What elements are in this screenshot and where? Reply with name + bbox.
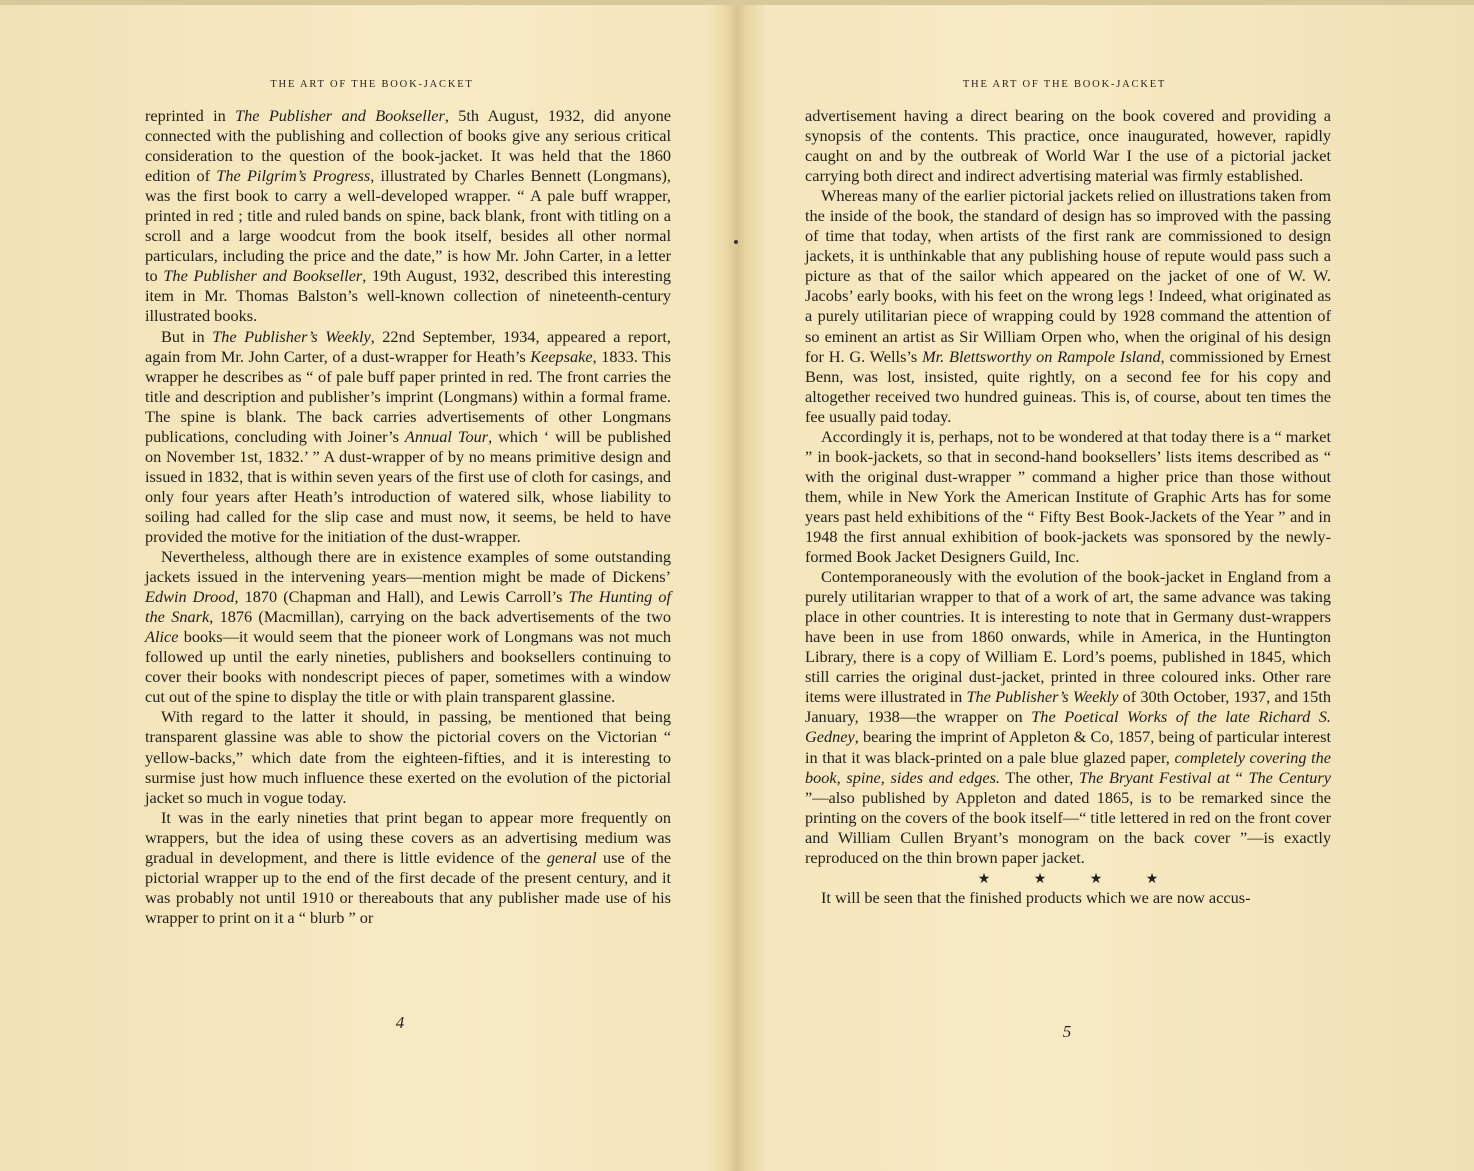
paragraph — [805, 427, 1331, 567]
paragraph — [145, 707, 671, 807]
text-run: reprinted in — [145, 106, 236, 125]
italic-title: The Poetical Works of the late Richard S. Gedney — [805, 707, 1331, 747]
star-ornament: ★ — [1089, 871, 1103, 887]
text-run: Whereas many of the earlier pictorial jackets relied on illustrations taken from the inside of the book, the standard of design has so improved with the passing of time that today, when artists of the first rank are commissioned to design jackets, it is unthinkable that any publishing house of repute would pass such a picture as that of the sailor which appeared on the jacket of one of W. W. Jacobs’ early books, with his feet on the wrong legs ! Indeed, what originated as a purely utilitarian piece of wrapping could by 1928 command the attention of so eminent an artist as Sir William Orpen who, when the original of his design for H. G. Wells’s — [805, 186, 1331, 366]
text-run: , bearing the imprint of Appleton & Co, 1857, being of particular interest in that it was black-printed on a pale blue glazed paper, — [805, 727, 1331, 767]
paragraph — [805, 888, 1331, 908]
left-page-body — [145, 106, 671, 928]
page-number: 4 — [395, 1013, 405, 1032]
paragraph — [145, 547, 671, 707]
text-run: , illustrated by Charles Bennett (Longmans), was the first book to carry a well-developed wrapper. “ A pale buff wrapper, printed in red ; title and ruled bands on spine, back blank, front with titling on a scroll and a large woodcut from the book itself, besides all other normal particulars, including the price and the date,” is how Mr. John Carter, in a letter to — [145, 166, 671, 286]
text-run: , 19th August, 1932, described this interesting item in Mr. Thomas Balston’s well-known collection of nineteenth-century illustrated books. — [145, 266, 671, 326]
text-run: But in — [161, 326, 213, 346]
italic-title: The Pilgrim’s Progress — [216, 166, 371, 186]
star-ornament: ★ — [977, 871, 991, 887]
italic-title: The Publisher’s Weekly — [212, 326, 371, 346]
text-run: use of the pictorial wrapper up to the end of the first decade of the present century, and it was probably not until 1910 or thereabouts that any publisher made use of his wrapper to print on it a “ blurb ” or — [145, 847, 671, 927]
text-run: advertisement having a direct bearing on the book covered and providing a synopsis of the contents. This practice, once inaugurated, however, rapidly caught on and by the outbreak of World War I the use of a pictorial jacket carrying both direct and indirect advertising material was firmly established. — [805, 106, 1331, 186]
italic-title: completely covering the book, spine, sides and edges. — [805, 747, 1331, 787]
text-run: , 5th August, 1932, did anyone connected with the publishing and collection of books give any serious critical consideration to the question of the book-jacket. It was held that the 1860 edition of — [145, 106, 671, 186]
text-run: It was in the early nineties that print began to appear more frequently on wrappers, but the idea of using these covers as an advertising medium was gradual in development, and there is little evidence of the — [145, 807, 671, 867]
right-page — [737, 0, 1474, 1171]
running-head: THE ART OF THE BOOK-JACKET — [270, 79, 474, 90]
italic-title: Keepsake — [530, 346, 593, 366]
running-head: THE ART OF THE BOOK-JACKET — [962, 79, 1167, 90]
italic-title: The Publisher’s Weekly — [966, 687, 1119, 707]
text-run: The other, — [1000, 767, 1079, 787]
paragraph — [805, 186, 1331, 427]
italic-title: Alice — [145, 627, 179, 647]
paragraph — [805, 106, 1331, 186]
text-run: Accordingly it is, perhaps, not to be wondered at that today there is a “ market ” in book-jackets, so that in second-hand booksellers’ lists items described as “ with the original dust-wrapper ” command a higher price than those without them, while in New York the American Institute of Graphic Arts has for some years past held exhibitions of the “ Fifty Best Book-Jackets of the Year ” and in 1948 the first annual exhibition of book-jackets was sponsored by the newly-formed Book Jacket Designers Guild, Inc. — [805, 426, 1331, 567]
text-run: With regard to the latter it should, in passing, be mentioned that being transparent glassine was able to show the pictorial covers on the Victorian “ yellow-backs,” which date from the eighteen-fifties, and it is interesting to surmise just how much influence these exerted on the evolution of the pictorial jacket so much in vogue today. — [145, 707, 671, 807]
italic-title: The Hunting of the Snark — [145, 587, 671, 627]
page-number: 5 — [1062, 1022, 1072, 1041]
paragraph — [145, 327, 671, 548]
text-run: , 1833. This wrapper he describes as “ of pale buff paper printed in red. The front carries the title and description and publisher’s imprint (Longmans) within a formal frame. The spine is blank. The back carries advertisements of other Longmans publications, concluding with Joiner’s — [145, 346, 671, 446]
italic-title: The Publisher and Bookseller — [235, 106, 445, 125]
paragraph — [805, 567, 1331, 868]
italic-title: The Publisher and Bookseller — [163, 266, 363, 286]
paragraph — [145, 808, 671, 928]
text-run: , 1876 (Macmillan), carrying on the back advertisements of the two — [209, 607, 671, 627]
italic-title: Edwin Drood — [145, 587, 235, 607]
right-page-body — [805, 106, 1331, 908]
text-run: Nevertheless, although there are in existence examples of some outstanding jackets issued in the intervening years—mention might be made of Dickens’ — [145, 547, 671, 587]
text-run: , 1870 (Chapman and Hall), and Lewis Carroll’s — [234, 587, 569, 607]
italic-title: The Century — [1248, 767, 1331, 787]
italic-title: Annual Tour — [404, 426, 489, 446]
paragraph — [145, 106, 671, 327]
text-run: , 22nd September, 1934, appeared a report, again from Mr. John Carter, of a dust-wrapper for Heath’s — [145, 326, 671, 366]
paper-speck — [734, 240, 738, 244]
text-run: , which ‘ will be published on November 1st, 1832.’ ” A dust-wrapper of by no means primitive design and issued in 1832, that is within seven years of the first use of cloth for casings, and only four years after Heath’s introduction of watered silk, whose liability to soiling had called for the slip case and must now, it seems, be held to have provided the motive for the initiation of the dust-wrapper. — [145, 426, 671, 546]
text-run: It will be seen that the finished products which we are now accus- — [821, 887, 1251, 907]
text-run: “ — [1229, 767, 1249, 787]
text-run: of 30th October, 1937, and 15th January, 1938—the wrapper on — [805, 687, 1331, 727]
text-run: ”—also published by Appleton and dated 1865, is to be remarked since the printing on the covers of the book itself—“ title lettered in red on the front cover and William Cullen Bryant’s monogram on the back cover ”—is exactly reproduced on the thin brown paper jacket. — [805, 787, 1331, 867]
section-break-stars — [805, 868, 1331, 888]
star-ornament: ★ — [1145, 871, 1159, 887]
text-run: Contemporaneously with the evolution of the book-jacket in England from a purely utilitarian wrapper to that of a work of art, the same advance was taking place in other countries. It is interesting to note that in Germany dust-wrappers have been in use from 1860 onwards, while in America, in the Huntington Library, there is a copy of William E. Lord’s poems, published in 1845, which still carries the original dust-jacket, printed in three coloured inks. Other rare items were illustrated in — [805, 567, 1331, 707]
italic-title: Mr. Blettsworthy on Rampole Island — [922, 346, 1161, 366]
star-ornament: ★ — [1033, 871, 1047, 887]
italic-title: The Bryant Festival at — [1078, 767, 1230, 787]
italic-title: general — [546, 847, 597, 867]
text-run: books—it would seem that the pioneer work of Longmans was not much followed up until the early nineties, publishers and booksellers continuing to cover their books with nondescript pieces of paper, sometimes with a window cut out of the spine to display the title or with plain transparent glassine. — [145, 627, 671, 707]
text-run: , commissioned by Ernest Benn, was lost, insisted, quite rightly, on a second fee for his copy and altogether received two hundred guineas. This is, of course, about ten times the fee usually paid today. — [805, 346, 1332, 426]
